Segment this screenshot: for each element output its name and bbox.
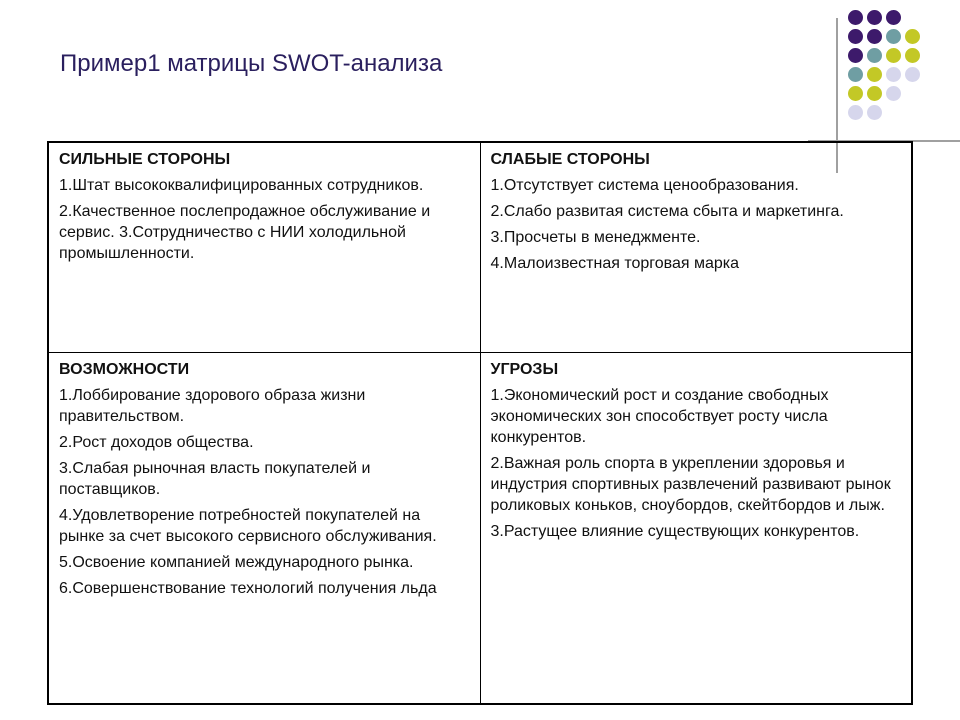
threat-item: 1.Экономический рост и создание свободных экономических зон способствует росту числа конкурентов. [490, 386, 829, 446]
decorative-dot [886, 48, 901, 63]
swot-row-external [48, 352, 912, 704]
opportunities-cell [48, 352, 480, 704]
weakness-item: 1.Отсутствует система ценообразования. [490, 177, 799, 194]
decorative-dot [848, 105, 863, 120]
decorative-dot [848, 29, 863, 44]
decorative-dot [886, 10, 901, 25]
decorative-dot [848, 67, 863, 82]
opportunity-item: 3.Слабая рыночная власть покупателей и поставщиков. [59, 459, 371, 498]
decorative-dot [886, 86, 901, 101]
decorative-dot [905, 48, 920, 63]
decorative-dot [867, 48, 882, 63]
decorative-dot [848, 10, 863, 25]
swot-row-internal [48, 142, 912, 352]
threat-item: 2.Важная роль спорта в укреплении здоровья и индустрия спортивных развлечений развивают рынок роликовых коньков, сноубордов, скейтбордов и лыж. [490, 454, 891, 514]
slide-title: Пример1 матрицы SWOT-анализа [60, 50, 443, 77]
decorative-dot [867, 86, 882, 101]
opportunity-item: 1.Лоббирование здорового образа жизни правительством. [59, 386, 366, 425]
strength-item: 2.Качественное послепродажное обслуживание и сервис. 3.Сотрудничество с НИИ холодильной промышленности. [59, 203, 431, 262]
swot-matrix-table [47, 141, 913, 705]
decorative-dot [886, 67, 901, 82]
decorative-dot [886, 29, 901, 44]
opportunity-item: 5.Освоение компанией международного рынка. [59, 553, 414, 571]
weakness-item: 4.Малоизвестная торговая марка [490, 255, 740, 272]
opportunity-item: 6.Совершенствование технологий получения льда [59, 579, 437, 597]
strengths-cell [48, 142, 480, 352]
strength-item: 1.Штат высококвалифицированных сотрудников. [59, 177, 424, 194]
decorative-dot [905, 67, 920, 82]
decorative-dot [867, 10, 882, 25]
strengths-heading: СИЛЬНЫЕ СТОРОНЫ [59, 151, 231, 168]
opportunity-item: 2.Рост доходов общества. [59, 433, 254, 451]
opportunities-heading: ВОЗМОЖНОСТИ [59, 360, 190, 378]
decorative-dot [905, 29, 920, 44]
decorative-dot [867, 105, 882, 120]
dot-grid-decoration-icon [848, 10, 960, 160]
threats-cell [480, 352, 912, 704]
threats-heading: УГРОЗЫ [490, 360, 559, 378]
decorative-dot [848, 48, 863, 63]
decorative-dot [848, 86, 863, 101]
decorative-dot [867, 67, 882, 82]
decorative-dot [867, 29, 882, 44]
weakness-item: 3.Просчеты в менеджменте. [490, 229, 701, 246]
threat-item: 3.Растущее влияние существующих конкурентов. [490, 522, 860, 540]
weaknesses-cell [480, 142, 912, 352]
opportunity-item: 4.Удовлетворение потребностей покупателей на рынке за счет высокого сервисного обслуживания. [59, 506, 437, 545]
weaknesses-heading: СЛАБЫЕ СТОРОНЫ [490, 151, 650, 168]
weakness-item: 2.Слабо развитая система сбыта и маркетинга. [490, 203, 844, 220]
